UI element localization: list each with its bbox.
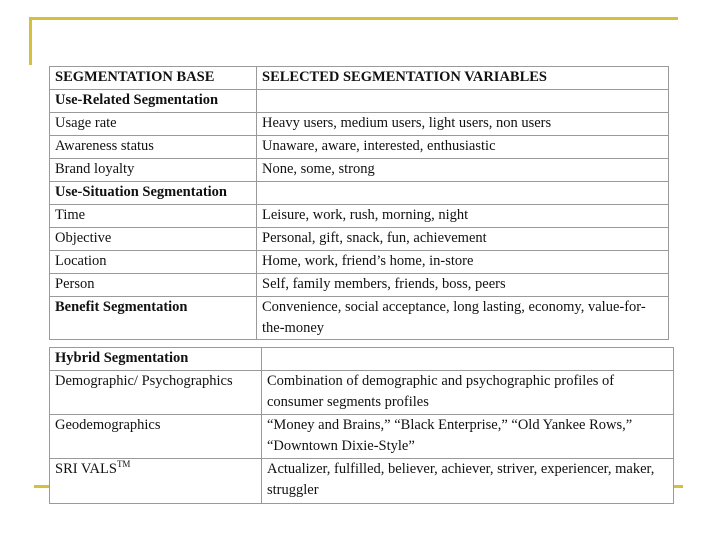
- row-variables: Unaware, aware, interested, enthusiastic: [257, 136, 669, 159]
- table-row: [50, 297, 669, 340]
- table-row: [50, 251, 669, 274]
- table-row: [50, 136, 669, 159]
- row-variables: Self, family members, friends, boss, peers: [257, 274, 669, 297]
- row-variables: Combination of demographic and psychographic profiles of consumer segments profiles: [262, 371, 674, 415]
- row-variables: Personal, gift, snack, fun, achievement: [257, 228, 669, 251]
- row-base: Person: [50, 274, 257, 297]
- row-variables: Home, work, friend’s home, in-store: [257, 251, 669, 274]
- table-row: [50, 274, 669, 297]
- table-row: [50, 348, 674, 371]
- table-row: [50, 228, 669, 251]
- row-variables: Leisure, work, rush, morning, night: [257, 205, 669, 228]
- row-base: Hybrid Segmentation: [50, 348, 262, 371]
- row-variables: “Money and Brains,” “Black Enterprise,” “Old Yankee Rows,” “Downtown Dixie-Style”: [262, 415, 674, 459]
- table-row: [50, 205, 669, 228]
- decor-bottom-left-line: [34, 485, 50, 488]
- row-base: SRI VALS: [55, 461, 117, 477]
- row-variables: Actualizer, fulfilled, believer, achiever, striver, experiencer, maker, struggler: [262, 459, 674, 504]
- row-variables: Convenience, social acceptance, long lasting, economy, value-for-the-money: [257, 297, 669, 340]
- row-base: Brand loyalty: [50, 159, 257, 182]
- row-base: Demographic/ Psychographics: [50, 371, 262, 415]
- trademark-superscript: TM: [116, 459, 131, 469]
- table-row: [50, 459, 674, 504]
- row-base: Use-Related Segmentation: [50, 90, 257, 113]
- table-header-row: [50, 67, 669, 90]
- header-segmentation-base: SEGMENTATION BASE: [50, 67, 257, 90]
- row-base: Objective: [50, 228, 257, 251]
- row-variables: None, some, strong: [257, 159, 669, 182]
- row-base: Benefit Segmentation: [50, 297, 257, 340]
- decor-top-line: [29, 17, 678, 20]
- row-base: Location: [50, 251, 257, 274]
- table-row: [50, 415, 674, 459]
- row-variables: [257, 182, 669, 205]
- row-base: Use-Situation Segmentation: [50, 182, 257, 205]
- table-row: [50, 371, 674, 415]
- decor-left-line: [29, 17, 32, 65]
- table-row: [50, 113, 669, 136]
- row-base: Awareness status: [50, 136, 257, 159]
- row-base-cell: [50, 459, 262, 504]
- row-variables: Heavy users, medium users, light users, non users: [257, 113, 669, 136]
- table-row: [50, 159, 669, 182]
- row-variables: [262, 348, 674, 371]
- row-base: Time: [50, 205, 257, 228]
- table-row: [50, 90, 669, 113]
- segmentation-table-lower: [49, 347, 674, 504]
- table-row: [50, 182, 669, 205]
- row-base: Geodemographics: [50, 415, 262, 459]
- segmentation-table-upper: [49, 66, 669, 340]
- header-selected-variables: SELECTED SEGMENTATION VARIABLES: [257, 67, 669, 90]
- row-variables: [257, 90, 669, 113]
- row-base: Usage rate: [50, 113, 257, 136]
